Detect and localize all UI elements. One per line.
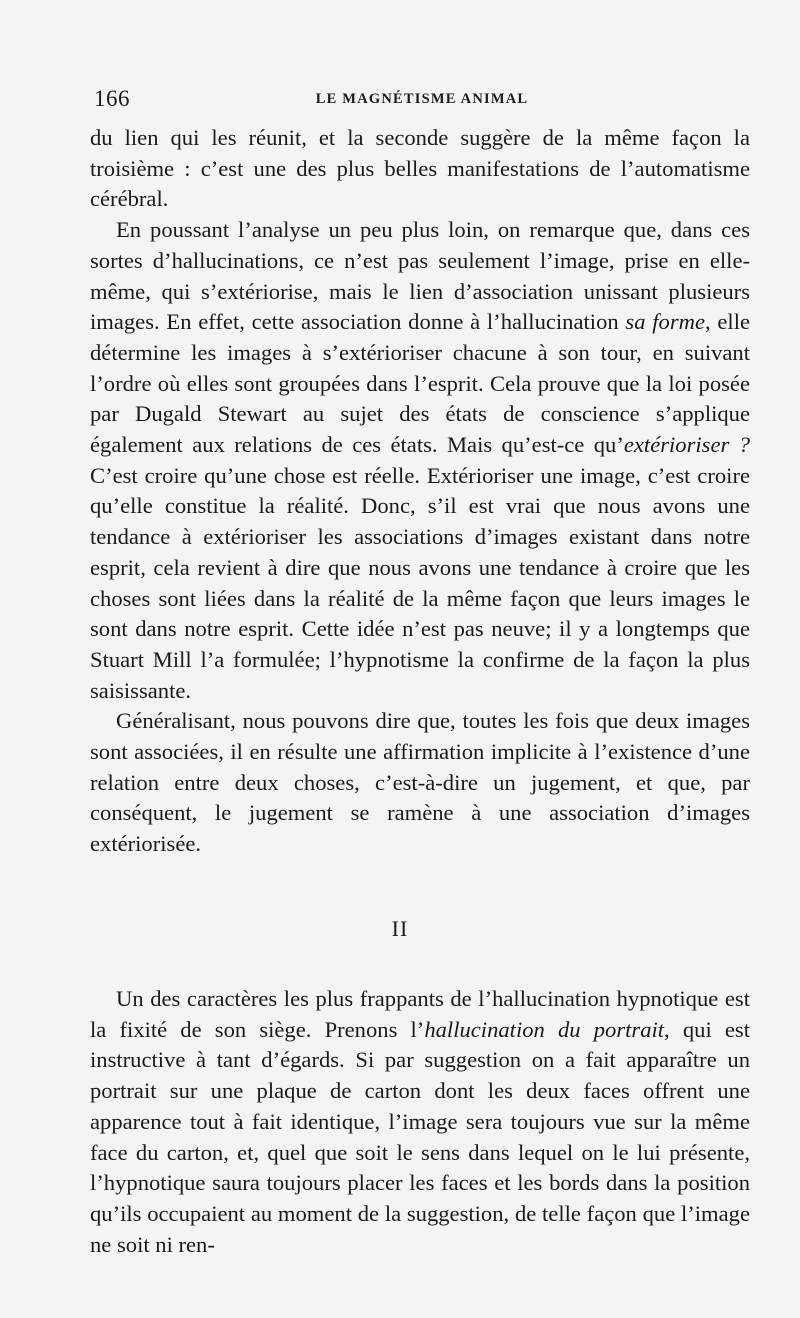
text-lower: [90, 984, 750, 1260]
paragraph-2-text-a: En poussant l’analyse un peu plus loin, on remarque que, dans ces sortes d’hallucinations, ce n’est pas seulement l’image, prise en elle-même, qui s’extériorise, mais le lien d’association unissant plusieurs images. En effet, cette association donne à l’hallucination: [90, 217, 750, 335]
running-head: [94, 86, 750, 114]
paragraph-2-text-b: , elle détermine les images à s’extérioriser chacune à son tour, en suivant l’ordre où elles sont groupées dans l’esprit. Cela prouve que la loi posée par Dugald Stewart au sujet des états de conscience s’applique également aux relations de ces états. Mais qu’est-ce qu’: [90, 309, 750, 458]
paragraph-4-italic: hallucination du portrait: [424, 1016, 665, 1042]
text-upper: [90, 123, 750, 860]
section-number: II: [391, 916, 409, 941]
paragraph-4-text-a: Un des caractères les plus frappants de l’hallucination hypnotique est la fixité de son siège. Prenons l’: [90, 986, 750, 1042]
running-title: LE MAGNÉTISME ANIMAL: [315, 91, 529, 107]
paragraph-2: [90, 215, 750, 706]
paragraph-2-italic-a: sa forme: [625, 309, 705, 335]
paragraph-2-italic-b: extérioriser ?: [623, 432, 750, 458]
paragraph-4: [90, 984, 750, 1260]
paragraph-2-text-c: C’est croire qu’une chose est réelle. Extérioriser une image, c’est croire qu’elle constitue la réalité. Donc, s’il est vrai que nous avons une tendance à extérioriser les associations d’images existant dans notre esprit, cela revient à dire que nous avons une tendance à croire que les choses sont liées dans la réalité de la même façon que leurs images le sont dans notre esprit. Cette idée n’est pas neuve; il y a longtemps que Stuart Mill l’a formulée; l’hypnotisme la confirme de la façon la plus saisissante.: [90, 462, 750, 703]
paragraph-4-text-b: , qui est instructive à tant d’égards. Si par suggestion on a fait apparaître un portrait sur une plaque de carton dont les deux faces offrent une apparence tout à fait identique, l’image sera toujours vue sur la même face du carton, et, quel que soit le sens dans lequel on le lui présente, l’hypnotique saura toujours placer les faces et les bords dans la position qu’ils occupaient au moment de la suggestion, de telle façon que l’image ne soit ni ren-: [90, 1016, 750, 1257]
paragraph-3: Généralisant, nous pouvons dire que, toutes les fois que deux images sont associées, il en résulte une affirmation implicite à l’existence d’une relation entre deux choses, c’est-à-dire un jugement, et que, par conséquent, le jugement se ramène à une association d’images extériorisée.: [90, 708, 750, 857]
paragraph-1: du lien qui les réunit, et la seconde suggère de la même façon la troisième : c’est une des plus belles manifestations de l’automatisme cérébral.: [90, 125, 750, 212]
page-number: 166: [94, 86, 130, 111]
